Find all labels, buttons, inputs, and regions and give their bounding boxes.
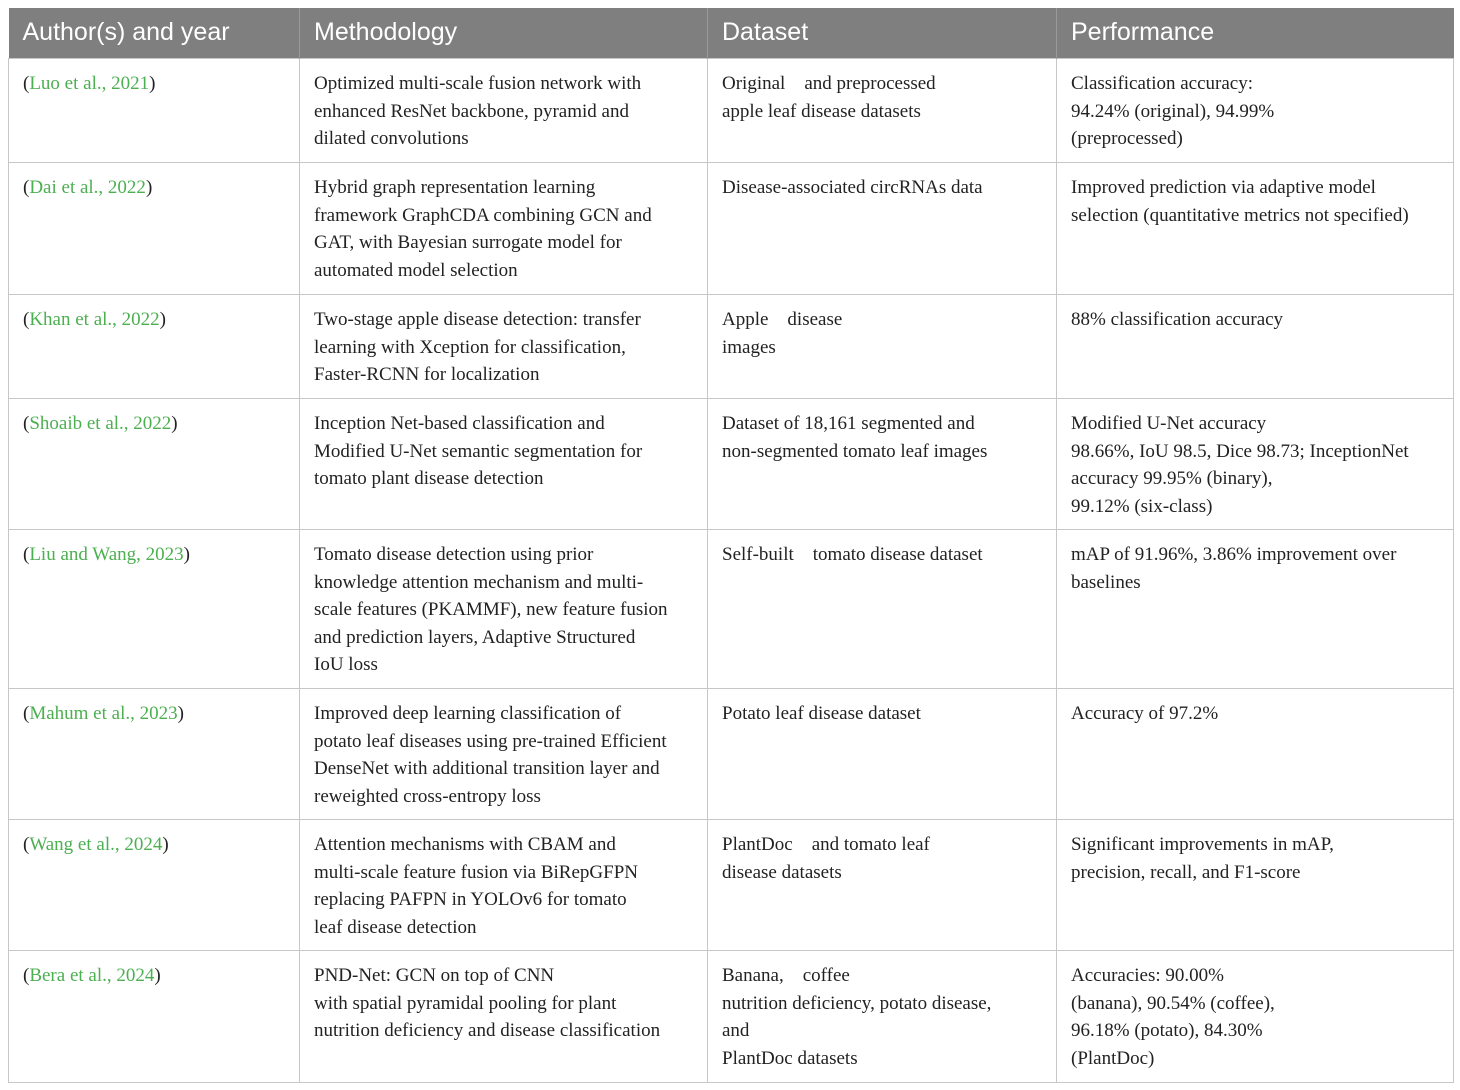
methodology-cell <box>300 530 708 689</box>
author-cell: (Luo et al., 2021) <box>9 59 300 163</box>
dataset-line: PlantDoc datasets <box>722 1047 858 1069</box>
header-author: Author(s) and year <box>9 8 300 59</box>
performance-cell <box>1057 163 1454 295</box>
methodology-line: with spatial pyramidal pooling for plant <box>314 992 617 1014</box>
methodology-line: Modified U-Net semantic segmentation for <box>314 440 643 462</box>
performance-cell <box>1057 530 1454 689</box>
performance-line: 98.66%, IoU 98.5, Dice 98.73; InceptionNet <box>1071 440 1409 462</box>
methodology-line: Tomato disease detection using prior <box>314 544 594 565</box>
dataset-cell <box>708 399 1057 530</box>
performance-line: precision, recall, and F1-score <box>1071 861 1301 883</box>
author-cell: (Shoaib et al., 2022) <box>9 399 300 530</box>
methodology-line: potato leaf diseases using pre-trained Efficient <box>314 730 667 752</box>
performance-line: mAP of 91.96%, 3.86% improvement over <box>1071 544 1397 565</box>
methodology-cell <box>300 820 708 951</box>
citation-link[interactable]: Liu and Wang, 2023 <box>29 544 184 565</box>
performance-cell <box>1057 689 1454 820</box>
citation-link[interactable]: Shoaib et al., 2022 <box>29 413 172 434</box>
header-row <box>9 8 1454 59</box>
methodology-line: Improved deep learning classification of <box>314 703 622 724</box>
dataset-line: Dataset of 18,161 segmented and <box>722 413 975 434</box>
dataset-cell <box>708 295 1057 399</box>
dataset-line: Apple disease <box>722 309 843 330</box>
methodology-cell <box>300 59 708 163</box>
performance-line: Accuracies: 90.00% <box>1071 965 1224 986</box>
performance-line: Classification accuracy: <box>1071 73 1254 94</box>
dataset-line: Banana, coffee <box>722 965 850 986</box>
citation-link[interactable]: Dai et al., 2022 <box>29 177 146 198</box>
methodology-line: tomato plant disease detection <box>314 468 544 489</box>
table-row <box>9 689 1454 820</box>
methodology-cell <box>300 399 708 530</box>
methodology-line: PND-Net: GCN on top of CNN <box>314 965 555 986</box>
performance-line: Modified U-Net accuracy <box>1071 413 1267 434</box>
methodology-cell <box>300 951 708 1083</box>
author-cell: (Bera et al., 2024) <box>9 951 300 1083</box>
dataset-line: disease datasets <box>722 861 842 883</box>
methodology-line: knowledge attention mechanism and multi- <box>314 571 644 593</box>
author-cell: (Dai et al., 2022) <box>9 163 300 295</box>
performance-cell <box>1057 399 1454 530</box>
citation-link[interactable]: Bera et al., 2024 <box>29 965 155 986</box>
author-cell: (Liu and Wang, 2023) <box>9 530 300 689</box>
methodology-line: and prediction layers, Adaptive Structured <box>314 626 636 648</box>
dataset-line: non-segmented tomato leaf images <box>722 440 988 462</box>
methodology-line: Faster-RCNN for localization <box>314 364 540 385</box>
dataset-line: apple leaf disease datasets <box>722 100 921 122</box>
methodology-line: Optimized multi-scale fusion network with <box>314 73 642 94</box>
performance-line: (preprocessed) <box>1071 128 1183 149</box>
performance-line: 94.24% (original), 94.99% <box>1071 100 1275 122</box>
performance-line: (banana), 90.54% (coffee), <box>1071 992 1275 1014</box>
dataset-cell <box>708 951 1057 1083</box>
dataset-line: Potato leaf disease dataset <box>722 703 921 724</box>
methodology-cell <box>300 295 708 399</box>
citation-link[interactable]: Mahum et al., 2023 <box>29 703 178 724</box>
citation-link[interactable]: Wang et al., 2024 <box>29 834 163 855</box>
dataset-cell <box>708 530 1057 689</box>
methodology-line: DenseNet with additional transition layer and <box>314 758 660 779</box>
performance-line: selection (quantitative metrics not specified) <box>1071 204 1409 226</box>
methodology-line: nutrition deficiency and disease classification <box>314 1020 661 1041</box>
performance-cell <box>1057 295 1454 399</box>
header-performance: Performance <box>1057 8 1454 59</box>
author-cell: (Wang et al., 2024) <box>9 820 300 951</box>
author-cell: (Mahum et al., 2023) <box>9 689 300 820</box>
methodology-line: GAT, with Bayesian surrogate model for <box>314 232 622 253</box>
table-row <box>9 951 1454 1083</box>
methodology-line: replacing PAFPN in YOLOv6 for tomato <box>314 889 627 910</box>
methodology-line: Hybrid graph representation learning <box>314 177 596 198</box>
dataset-line: Disease-associated circRNAs data <box>722 177 983 198</box>
table-row <box>9 399 1454 530</box>
performance-line: 96.18% (potato), 84.30% <box>1071 1020 1263 1041</box>
dataset-cell <box>708 689 1057 820</box>
header-methodology: Methodology <box>300 8 708 59</box>
header-dataset: Dataset <box>708 8 1057 59</box>
methodology-line: Two-stage apple disease detection: transfer <box>314 309 641 330</box>
dataset-line: PlantDoc and tomato leaf <box>722 834 930 855</box>
dataset-cell <box>708 163 1057 295</box>
dataset-line: images <box>722 336 776 358</box>
dataset-line: Self-built tomato disease dataset <box>722 544 983 565</box>
performance-cell <box>1057 59 1454 163</box>
methodology-cell <box>300 163 708 295</box>
citation-link[interactable]: Luo et al., 2021 <box>29 73 150 94</box>
table-row <box>9 59 1454 163</box>
methodology-line: reweighted cross-entropy loss <box>314 785 541 807</box>
performance-line: Significant improvements in mAP, <box>1071 834 1334 855</box>
methodology-line: Inception Net-based classification and <box>314 413 605 434</box>
literature-table <box>8 8 1454 1083</box>
methodology-line: Attention mechanisms with CBAM and <box>314 834 616 855</box>
methodology-line: IoU loss <box>314 654 378 675</box>
dataset-cell <box>708 820 1057 951</box>
performance-line: Improved prediction via adaptive model <box>1071 177 1376 198</box>
methodology-line: enhanced ResNet backbone, pyramid and <box>314 100 629 122</box>
table-row <box>9 530 1454 689</box>
methodology-line: leaf disease detection <box>314 916 477 938</box>
performance-line: accuracy 99.95% (binary), <box>1071 468 1273 489</box>
citation-link[interactable]: Khan et al., 2022 <box>29 309 160 330</box>
table-row <box>9 295 1454 399</box>
table-row <box>9 820 1454 951</box>
performance-line: 88% classification accuracy <box>1071 309 1284 330</box>
methodology-line: dilated convolutions <box>314 128 469 149</box>
dataset-line: and <box>722 1020 750 1041</box>
methodology-line: learning with Xception for classification, <box>314 336 626 358</box>
performance-line: (PlantDoc) <box>1071 1047 1155 1069</box>
methodology-line: framework GraphCDA combining GCN and <box>314 204 652 226</box>
performance-line: Accuracy of 97.2% <box>1071 703 1219 724</box>
performance-cell <box>1057 951 1454 1083</box>
author-cell: (Khan et al., 2022) <box>9 295 300 399</box>
methodology-line: scale features (PKAMMF), new feature fusion <box>314 599 668 620</box>
performance-line: baselines <box>1071 571 1141 593</box>
table-row <box>9 163 1454 295</box>
dataset-cell <box>708 59 1057 163</box>
table-body <box>9 59 1454 1083</box>
performance-cell <box>1057 820 1454 951</box>
dataset-line: nutrition deficiency, potato disease, <box>722 992 992 1014</box>
methodology-cell <box>300 689 708 820</box>
methodology-line: automated model selection <box>314 259 518 281</box>
performance-line: 99.12% (six-class) <box>1071 495 1213 517</box>
dataset-line: Original and preprocessed <box>722 73 936 94</box>
methodology-line: multi-scale feature fusion via BiRepGFPN <box>314 861 638 883</box>
